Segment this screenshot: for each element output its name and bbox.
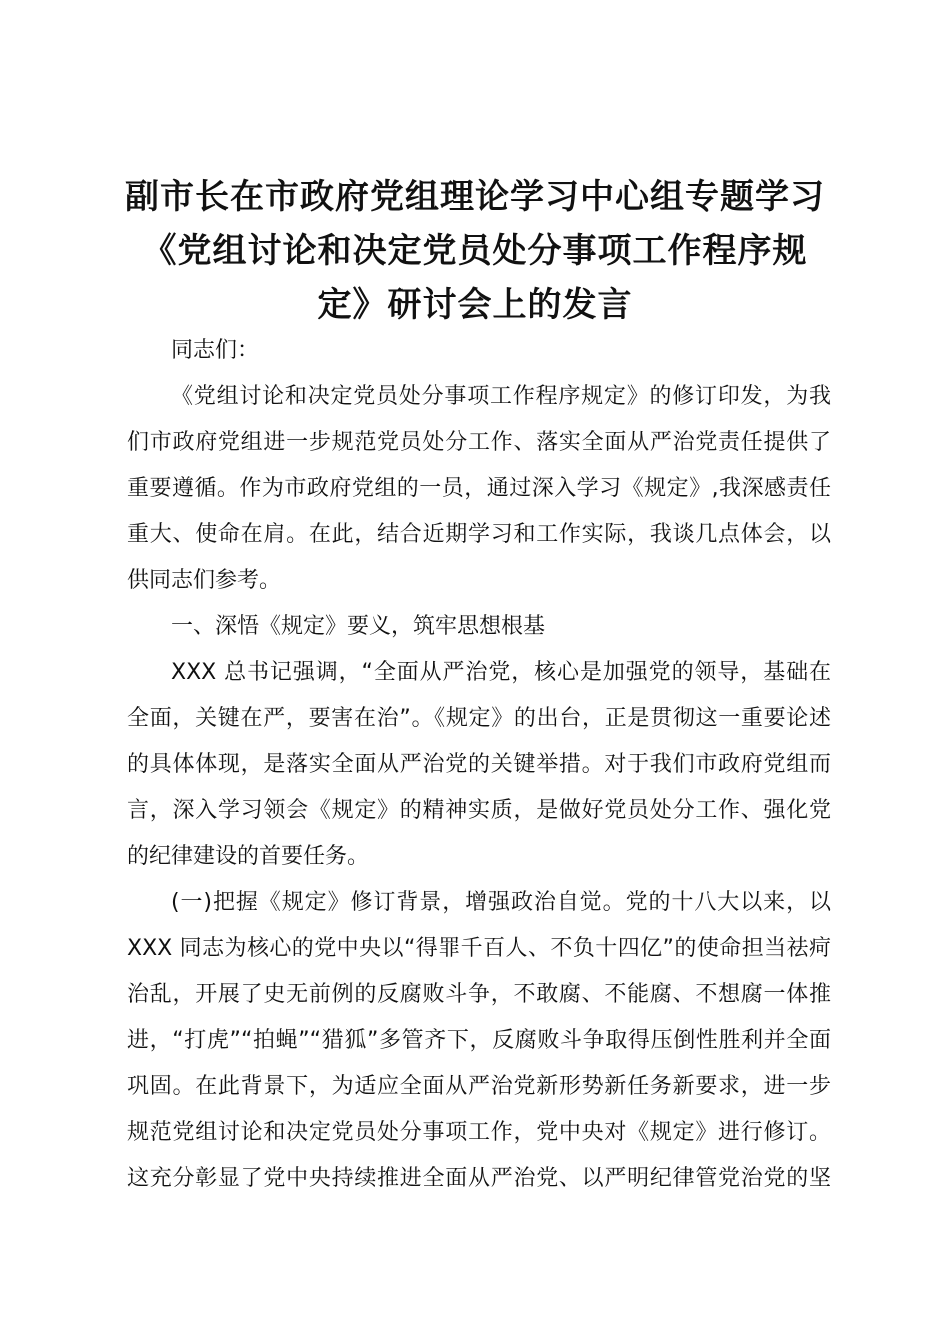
paragraph-line: 进，“打虎”“拍蝇”“猎狐”多管齐下，反腐败斗争取得压倒性胜利并全面 [127,1028,831,1053]
title-line-2: 《党组讨论和决定党员处分事项工作程序规 [142,231,808,271]
paragraph-line: 规范党组讨论和决定党员处分事项工作，党中央对《规定》进行修订。 [127,1120,831,1145]
paragraph-line: 的纪律建设的首要任务。 [127,844,370,869]
paragraph-line: 巩固。在此背景下，为适应全面从严治党新形势新任务新要求，进一步 [127,1074,831,1099]
title-line-1: 副市长在市政府党组理论学习中心组专题学习 [125,177,825,217]
paragraph-line: 《党组讨论和决定党员处分事项工作程序规定》的修订印发，为我 [171,384,831,409]
paragraph-line: 全面，关键在严，要害在治”。《规定》的出台，正是贯彻这一重要论述 [127,706,831,731]
paragraph-line: 治乱，开展了史无前例的反腐败斗争，不敢腐、不能腐、不想腐一体推 [127,982,831,1007]
title-line-3: 定》研讨会上的发言 [317,285,633,325]
paragraph-line: 们市政府党组进一步规范党员处分工作、落实全面从严治党责任提供了 [127,430,831,455]
paragraph-line: 这充分彰显了党中央持续推进全面从严治党、以严明纪律管党治党的坚 [127,1166,831,1191]
paragraph-line: 供同志们参考。 [127,568,282,593]
paragraph-line: 的具体体现，是落实全面从严治党的关键举措。对于我们市政府党组而 [127,752,831,777]
paragraph-line: 言，深入学习领会《规定》的精神实质，是做好党员处分工作、强化党 [127,798,831,823]
paragraph-line: 重大、使命在肩。在此，结合近期学习和工作实际，我谈几点体会，以 [127,522,831,547]
paragraph-line: XXX 同志为核心的党中央以“得罪千百人、不负十四亿”的使命担当祛疴 [127,936,831,961]
section-heading: 一、深悟《规定》要义，筑牢思想根基 [171,614,546,639]
document-title [118,170,832,332]
paragraph-line: 重要遵循。作为市政府党组的一员，通过深入学习《规定》,我深感责任 [127,476,831,501]
paragraph-line: XXX 总书记强调，“全面从严治党，核心是加强党的领导，基础在 [171,660,831,685]
paragraph-line: (一)把握《规定》修订背景，增强政治自觉。党的十八大以来，以 [171,890,831,915]
document-body [127,328,831,1202]
salutation: 同志们： [171,338,260,363]
